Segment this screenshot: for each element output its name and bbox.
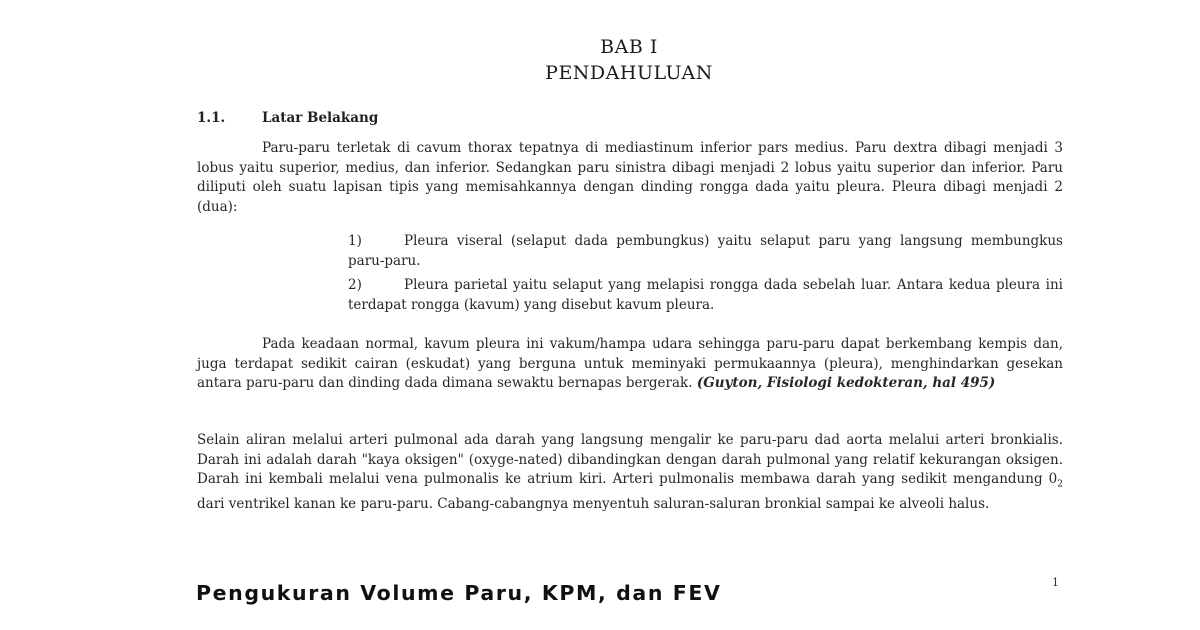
document-title-banner: Pengukuran Volume Paru, KPM, dan FEV [196, 581, 722, 605]
paragraph-2-text: Pada keadaan normal, kavum pleura ini vakum/hampa udara sehingga paru-paru dapat berkembang kempis dan, juga terdapat sedikit cairan (eskudat) yang berguna untuk meminyaki permukaannya (pleura), menghindarkan gesekan antara paru-paru dan dinding dada dimana sewaktu bernapas bergerak. [197, 336, 1063, 391]
paragraph-3-text-continued: dari ventrikel kanan ke paru-paru. Cabang-cabangnya menyentuh saluran-saluran bronkial sampai ke alveoli halus. [197, 496, 990, 513]
chapter-title: PENDAHULUAN [545, 62, 713, 84]
paragraph-3 [197, 431, 1063, 515]
list-item-number: 2) [348, 277, 362, 293]
chapter-heading: BAB I [600, 36, 658, 58]
list-item-number: 1) [348, 233, 362, 249]
section-title: Latar Belakang [262, 110, 379, 126]
section-number: 1.1. [197, 110, 226, 126]
list-item [348, 276, 1063, 315]
citation: (Guyton, Fisiologi kedokteran, hal 495) [696, 375, 996, 391]
subscript: 2 [1057, 479, 1063, 490]
paragraph-2 [197, 335, 1063, 394]
list-item-text: Pleura parietal yaitu selaput yang melapisi rongga dada sebelah luar. Antara kedua pleura ini terdapat rongga (kavum) yang disebut kavum pleura. [348, 277, 1063, 313]
list-item-text: Pleura viseral (selaput dada pembungkus) yaitu selaput paru yang langsung membungkus paru-paru. [348, 233, 1063, 269]
list-item [348, 232, 1063, 271]
page-number: 1 [1052, 576, 1059, 589]
paragraph-1: Paru-paru terletak di cavum thorax tepatnya di mediastinum inferior pars medius. Paru dextra dibagi menjadi 3 lobus yaitu superior, medius, dan inferior. Sedangkan paru sinistra dibagi menjadi 2 lobus yaitu superior dan inferior. Paru diliputi oleh suatu lapisan tipis yang memisahkannya dengan dinding rongga dada yaitu pleura. Pleura dibagi menjadi 2 (dua): [197, 140, 1063, 215]
paragraph-3-text: Selain aliran melalui arteri pulmonal ada darah yang langsung mengalir ke paru-paru dad aorta melalui arteri bronkialis. Darah ini adalah darah "kaya oksigen" (oxyge-nated) dibandingkan dengan darah pulmonal yang relatif kekurangan oksigen. Darah ini kembali melalui vena pulmonalis ke atrium kiri. Arteri pulmonalis membawa darah yang sedikit mengandung 0 [197, 432, 1063, 487]
